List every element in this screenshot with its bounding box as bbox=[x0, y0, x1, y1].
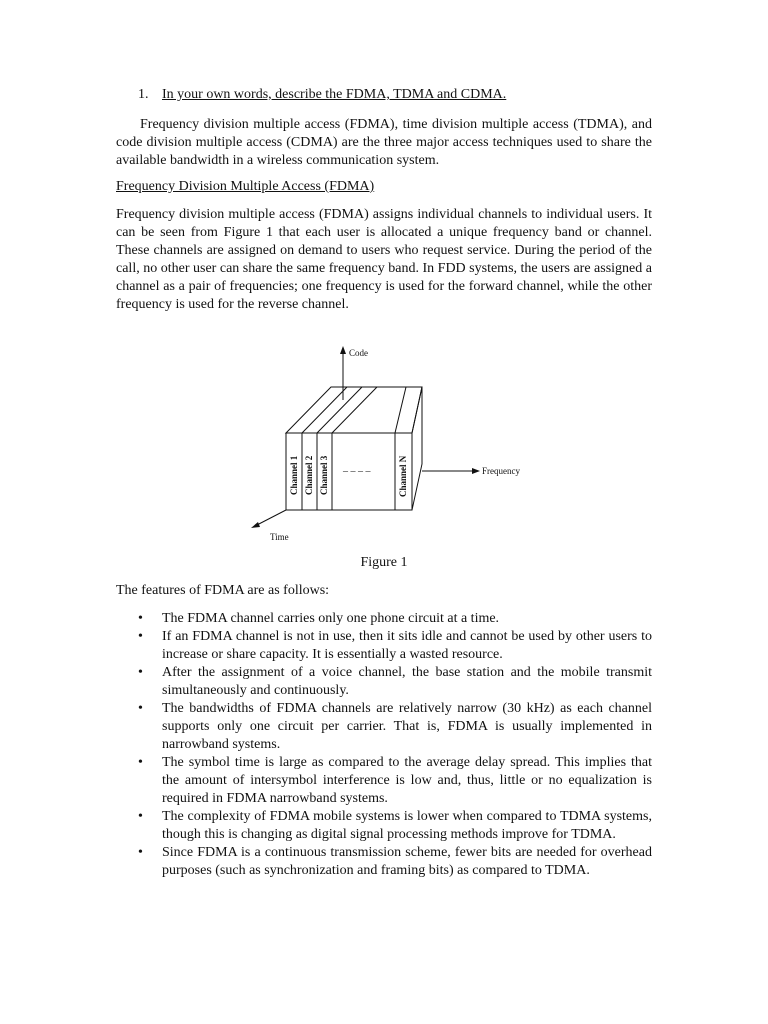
channel-label: Channel 1 bbox=[289, 455, 299, 495]
bullet-icon: • bbox=[138, 611, 143, 626]
list-item bbox=[116, 610, 652, 628]
figure-caption: Figure 1 bbox=[360, 555, 408, 570]
list-item bbox=[116, 628, 652, 664]
question-text: In your own words, describe the FDMA, TDMA and CDMA. bbox=[162, 87, 507, 102]
list-item-text: The bandwidths of FDMA channels are relatively narrow (30 kHz) as each channel supports only one circuit per carrier. That is, FDMA is usually implemented in narrowband systems. bbox=[162, 701, 652, 752]
bullet-icon: • bbox=[138, 701, 143, 716]
bullet-icon: • bbox=[138, 755, 143, 770]
list-item-text: The symbol time is large as compared to the average delay spread. This implies that the amount of intersymbol interference is low and, thus, little or no equalization is required in FDMA narrowband systems. bbox=[162, 755, 652, 806]
list-item bbox=[116, 664, 652, 700]
code-axis-arrow-icon bbox=[340, 346, 346, 354]
channel-divider-top bbox=[332, 387, 377, 433]
channel-ellipsis: – – – – bbox=[343, 466, 371, 477]
time-axis bbox=[255, 510, 286, 526]
features-intro: The features of FDMA are as follows: bbox=[116, 583, 330, 598]
code-axis-label: Code bbox=[349, 348, 368, 358]
features-list bbox=[116, 610, 652, 880]
fdma-paragraph: Frequency division multiple access (FDMA) assigns individual channels to individual users. It can be seen from Figure 1 that each user is allocated a unique frequency band or channel. These channels are assigned on demand to users who request service. During the period of the call, no other user can share the same frequency band. In FDD systems, the users are assigned a channel as a pair of frequencies; one frequency is used for the forward channel, while the other frequency is used for the reverse channel. bbox=[116, 207, 652, 312]
question-line bbox=[138, 86, 506, 104]
list-item-text: After the assignment of a voice channel, the base station and the mobile transmit simultaneously and continuously. bbox=[162, 665, 652, 698]
list-item bbox=[116, 808, 652, 844]
block-right-face bbox=[412, 387, 422, 510]
list-item bbox=[116, 700, 652, 754]
time-axis-label: Time bbox=[270, 532, 289, 542]
channel-divider-top bbox=[395, 387, 406, 433]
question-number: 1. bbox=[138, 87, 149, 102]
list-item-text: The complexity of FDMA mobile systems is lower when compared to TDMA systems, though this is changing as digital signal processing methods improve for TDMA. bbox=[162, 809, 652, 842]
bullet-icon: • bbox=[138, 809, 143, 824]
intro-paragraph: Frequency division multiple access (FDMA), time division multiple access (TDMA), and code division multiple access (CDMA) are the three major access techniques used to share the available bandwidth in a wireless communication system. bbox=[116, 117, 652, 168]
list-item-text: The FDMA channel carries only one phone circuit at a time. bbox=[162, 611, 500, 626]
fdma-figure bbox=[240, 340, 540, 550]
list-item bbox=[116, 844, 652, 880]
bullet-icon: • bbox=[138, 665, 143, 680]
bullet-icon: • bbox=[138, 845, 143, 860]
list-item-text: If an FDMA channel is not in use, then it sits idle and cannot be used by other users to increase or share capacity. It is essentially a wasted resource. bbox=[162, 629, 652, 662]
list-item bbox=[116, 754, 652, 808]
time-axis-arrow-icon bbox=[251, 522, 260, 528]
fdma-diagram bbox=[240, 340, 540, 550]
frequency-axis-arrow-icon bbox=[472, 468, 480, 474]
channel-label: Channel N bbox=[398, 455, 408, 497]
frequency-axis-label: Frequency bbox=[482, 466, 520, 476]
bullet-icon: • bbox=[138, 629, 143, 644]
channel-label: Channel 3 bbox=[319, 455, 329, 495]
channel-label: Channel 2 bbox=[304, 455, 314, 495]
section-heading: Frequency Division Multiple Access (FDMA) bbox=[116, 179, 375, 194]
list-item-text: Since FDMA is a continuous transmission scheme, fewer bits are needed for overhead purposes (such as synchronization and framing bits) as compared to TDMA. bbox=[162, 845, 652, 878]
